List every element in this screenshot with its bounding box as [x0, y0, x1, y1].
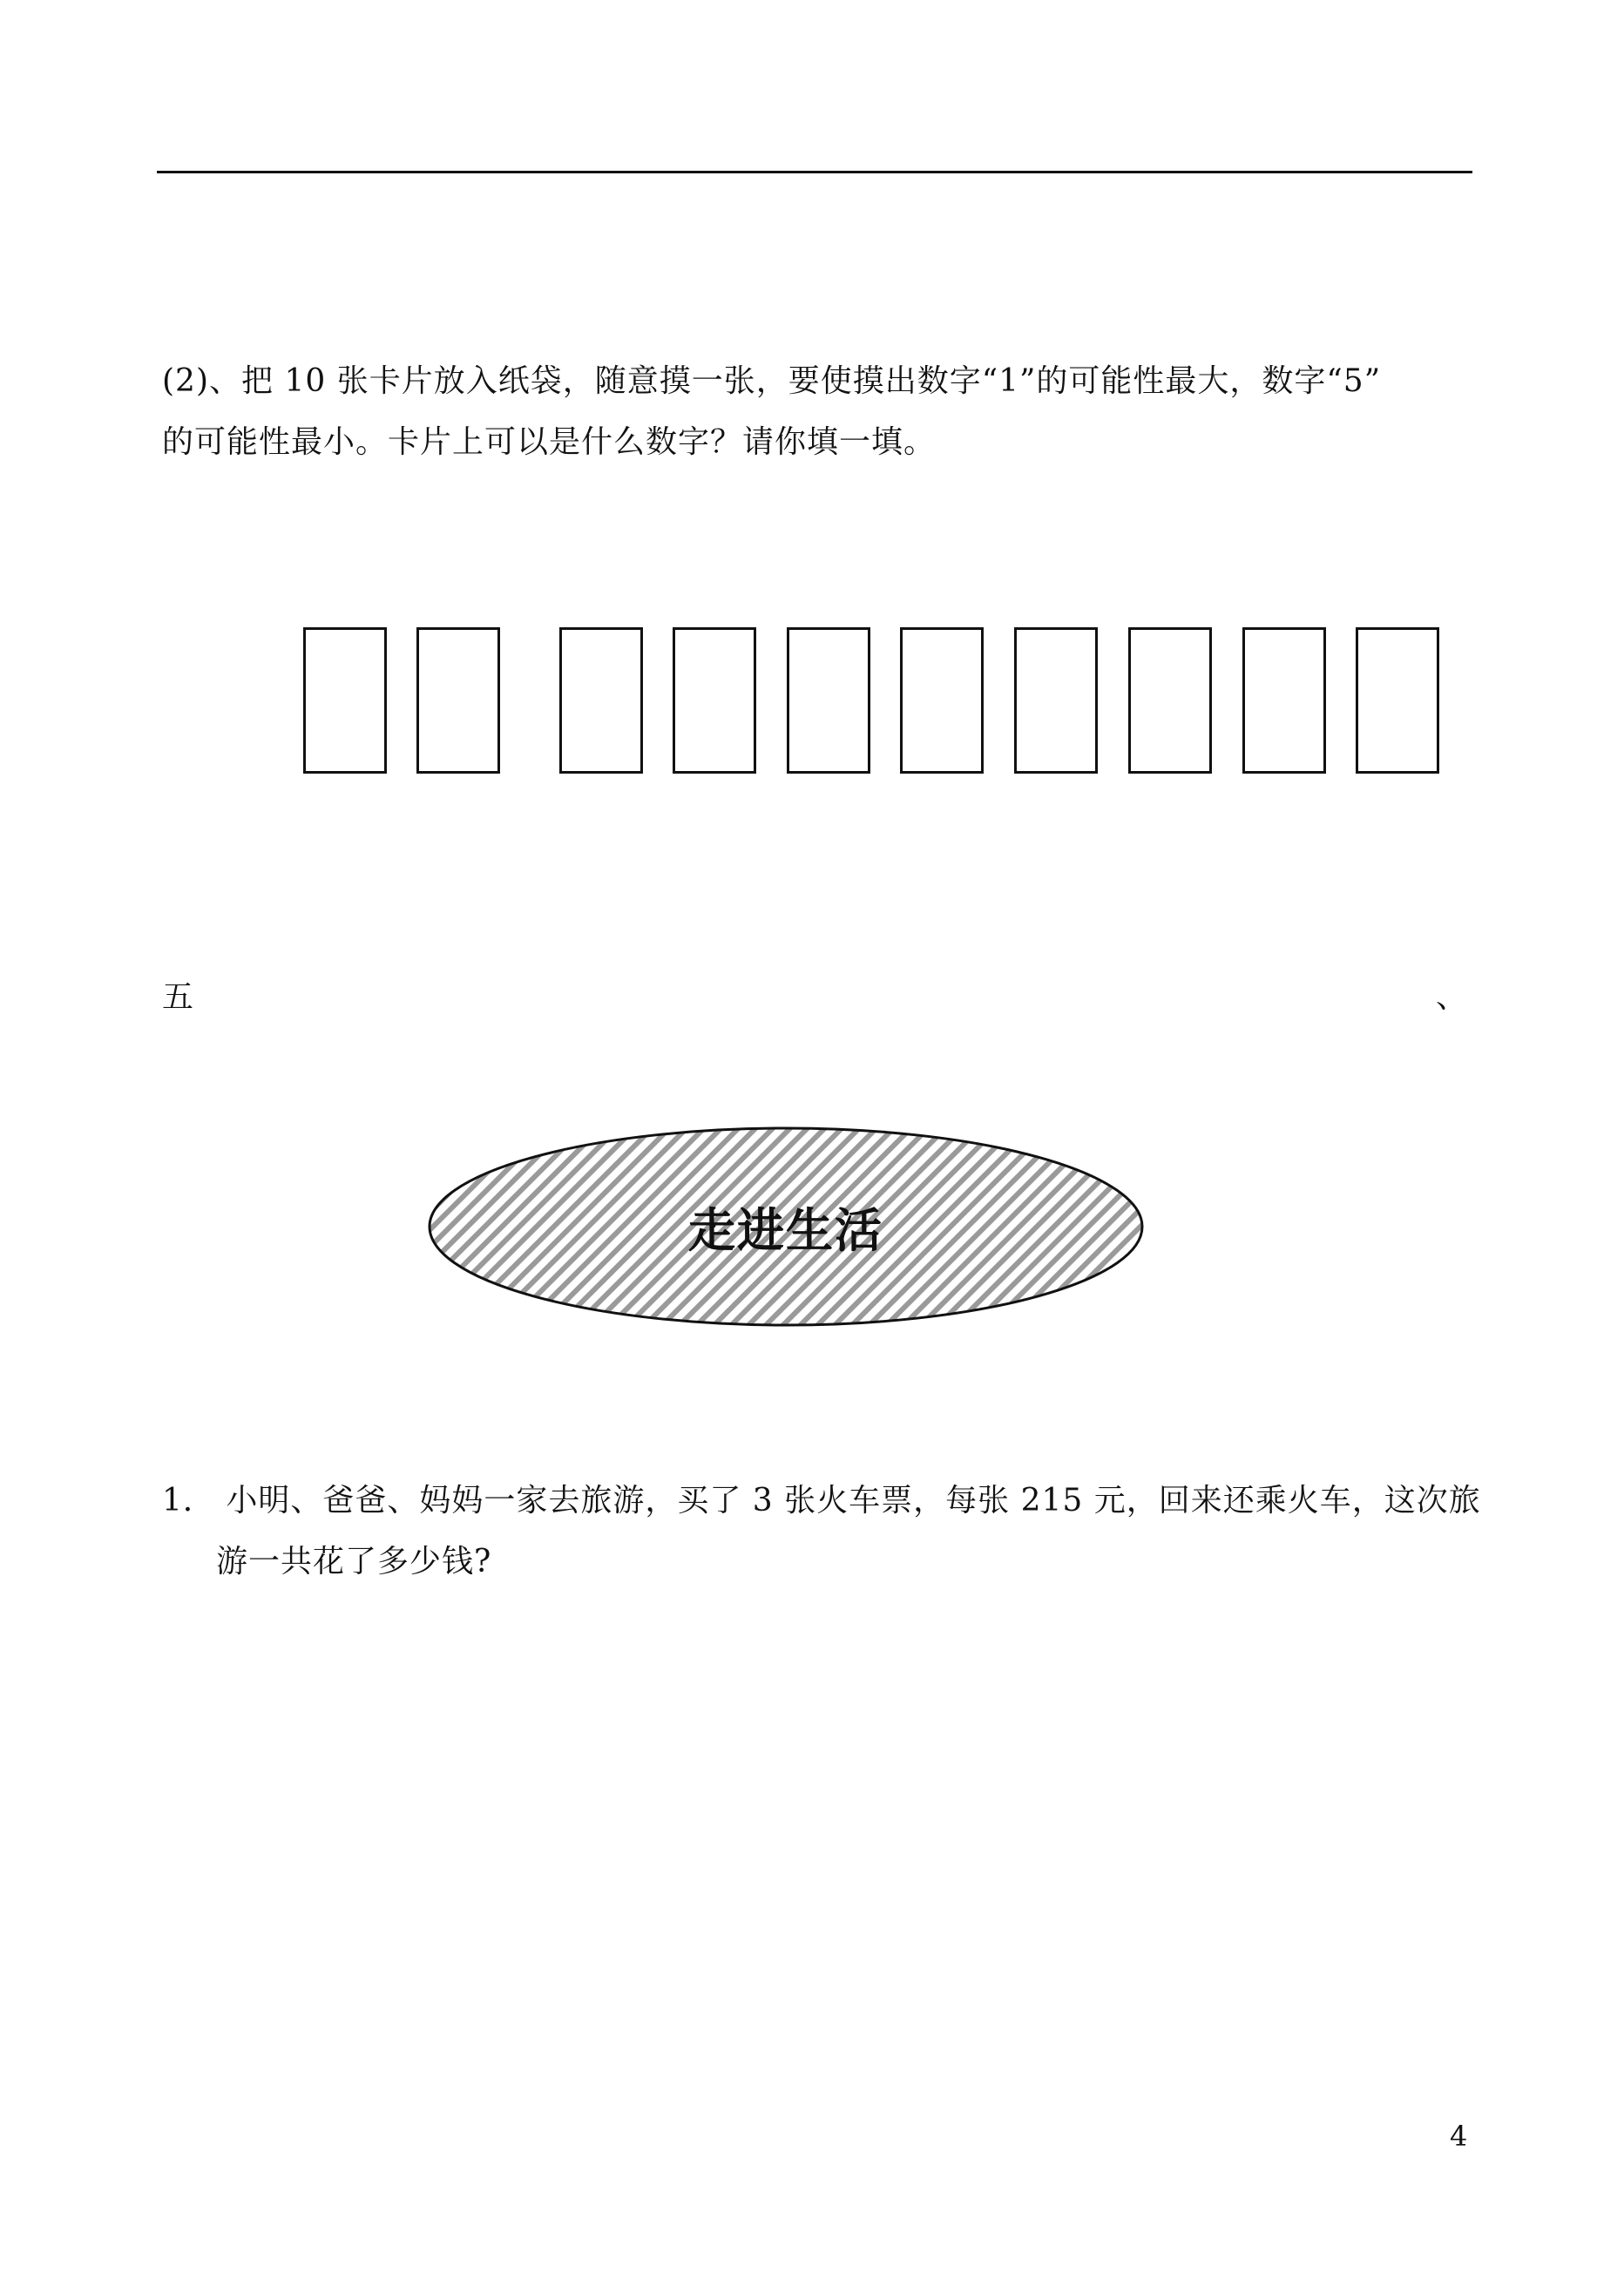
problem-1-line-1: 1． 小明、爸爸、妈妈一家去旅游，买了 3 张火车票，每张 215 元，回来还乘火车，这次旅: [162, 1483, 1481, 1519]
answer-card[interactable]: [303, 627, 387, 774]
answer-card[interactable]: [673, 627, 756, 774]
question-2-line-1: (2)、把 10 张卡片放入纸袋，随意摸一张，要使摸出数字“1”的可能性最大，数字“5”: [162, 363, 1382, 399]
answer-card[interactable]: [1014, 627, 1098, 774]
section-separator: 、: [1436, 979, 1468, 1015]
problem-1-line-2: 游一共花了多少钱?: [216, 1544, 492, 1579]
answer-card[interactable]: [1128, 627, 1212, 774]
page-number: 4: [1450, 2120, 1468, 2153]
answer-card[interactable]: [559, 627, 643, 774]
section-title: 走进生活: [688, 1202, 883, 1258]
answer-card[interactable]: [900, 627, 984, 774]
answer-card[interactable]: [1356, 627, 1439, 774]
answer-card[interactable]: [1242, 627, 1326, 774]
answer-card[interactable]: [787, 627, 870, 774]
question-2-line-2: 的可能性最小。卡片上可以是什么数字？请你填一填。: [162, 424, 937, 460]
answer-card[interactable]: [416, 627, 500, 774]
section-number: 五: [162, 979, 194, 1015]
